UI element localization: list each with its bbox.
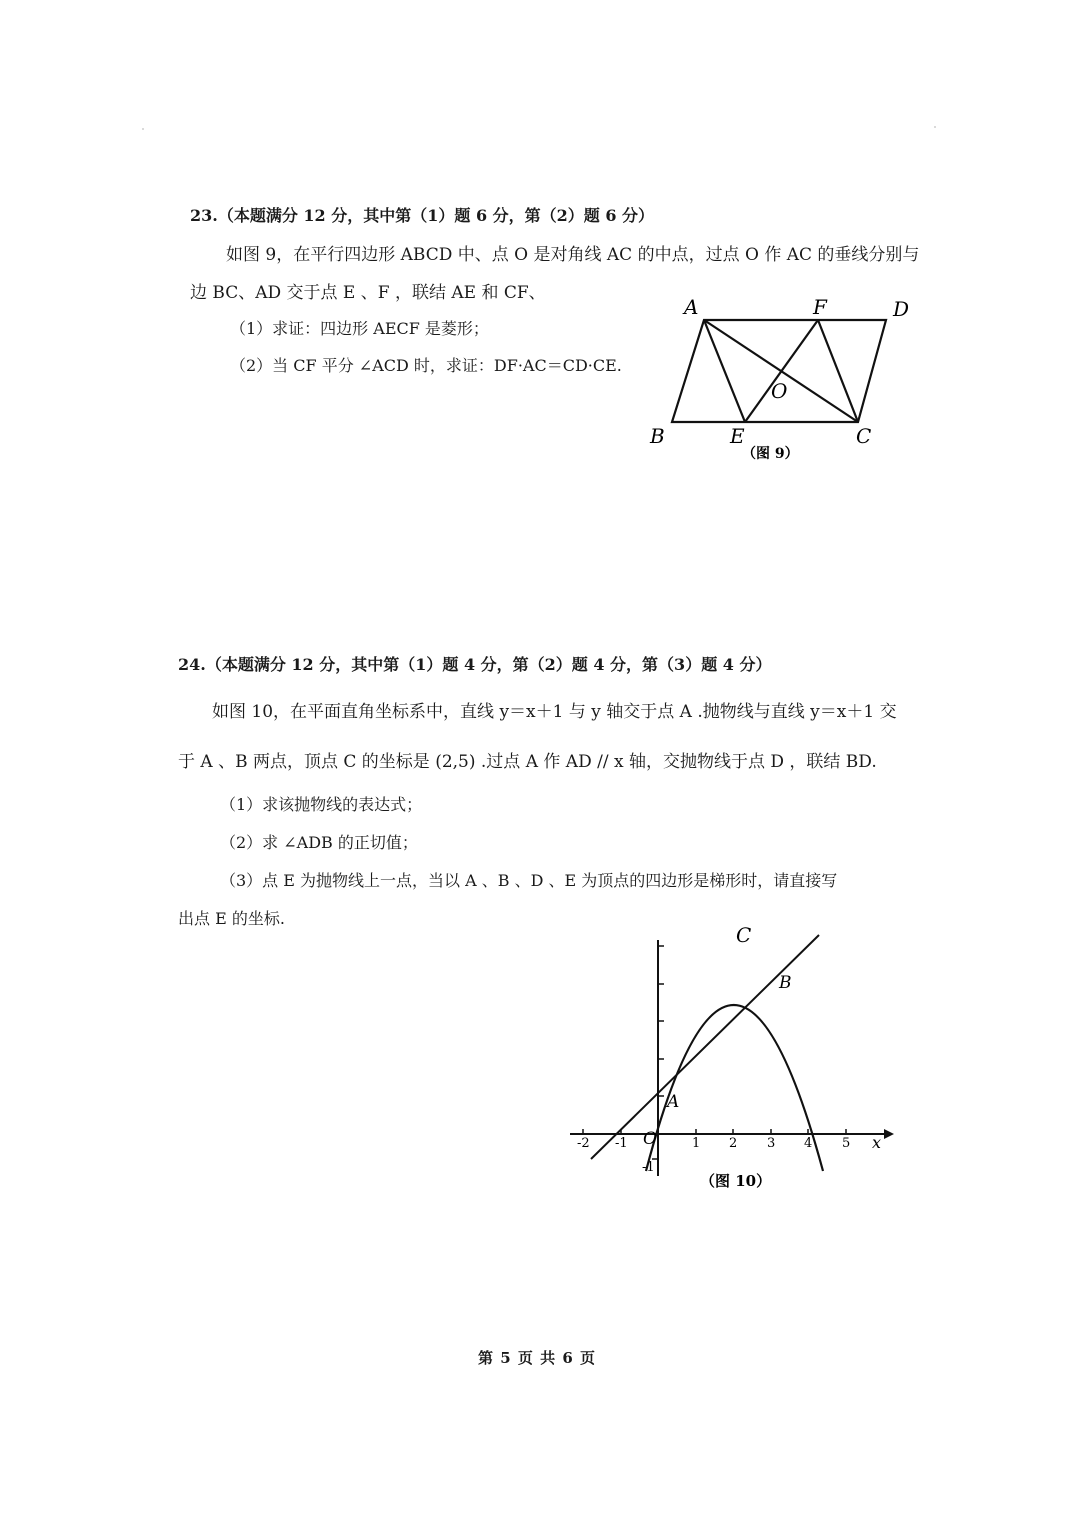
line-y-eq-x-plus-1 [591,935,819,1159]
x-tick-label: -1 [615,1136,628,1151]
q23-line2: 边 BC、AD 交于点 E 、F ，联结 AE 和 CF、 [190,283,546,303]
q23-header: 23.（本题满分 12 分，其中第（1）题 6 分，第（2）题 6 分） [190,206,655,225]
segment-ef [745,320,818,422]
label-b: B [779,973,792,993]
label-e: E [730,424,745,448]
figure-10 [560,918,910,1198]
label-o: O [771,379,788,403]
q24-line2: 于 A 、B 两点，顶点 C 的坐标是 (2,5) .过点 A 作 AD // x 轴，交抛物线于点 D ，联结 BD. [178,752,877,772]
label-minus1: -1 [642,1160,655,1175]
x-tick-label: 1 [692,1136,701,1151]
q23-line1: 如图 9，在平行四边形 ABCD 中、点 O 是对角线 AC 的中点，过点 O 作 AC 的垂线分别与 [226,245,920,265]
segment-ae [704,320,745,422]
figure-9 [640,290,930,470]
page-footer: 第 5 页 共 6 页 [478,1349,596,1367]
label-d: D [893,297,910,321]
label-c: C [736,923,752,947]
scan-speck [934,126,936,128]
x-tick-label: -2 [577,1136,590,1151]
x-tick-label: 3 [767,1136,776,1151]
parallelogram-abcd [672,320,886,422]
q23-part2: （2）当 CF 平分 ∠ACD 时，求证：DF·AC＝CD·CE. [230,356,622,375]
q24-part1: （1）求该抛物线的表达式； [220,795,423,814]
q24-part2: （2）求 ∠ADB 的正切值； [220,833,418,852]
x-tick-label: 2 [729,1136,738,1151]
q24-line1: 如图 10，在平面直角坐标系中，直线 y＝x＋1 与 y 轴交于点 A .抛物线与直线 y＝x＋1 交 [212,702,897,722]
label-f: F [813,295,827,319]
x-axis-arrow [884,1129,894,1139]
x-tick-label: 5 [842,1136,851,1151]
scan-speck [142,128,144,130]
figure-10-caption: （图 10） [700,1172,772,1190]
label-a: A [667,1092,680,1112]
label-c: C [856,424,872,448]
segment-cf [818,320,858,422]
label-o: O [643,1129,657,1149]
q24-part3: （3）点 E 为抛物线上一点，当以 A 、B 、D 、E 为顶点的四边形是梯形时，请直接写 [220,871,838,890]
label-x: x [872,1133,882,1152]
q24-part3b: 出点 E 的坐标. [178,909,285,928]
figure-9-caption: （图 9） [742,446,799,462]
q23-part1: （1）求证：四边形 AECF 是菱形； [230,319,489,338]
q24-header: 24.（本题满分 12 分，其中第（1）题 4 分，第（2）题 4 分，第（3）题 4 分） [178,655,772,674]
label-b: B [650,424,665,448]
label-a: A [684,295,699,319]
x-tick-label: 4 [804,1136,813,1151]
